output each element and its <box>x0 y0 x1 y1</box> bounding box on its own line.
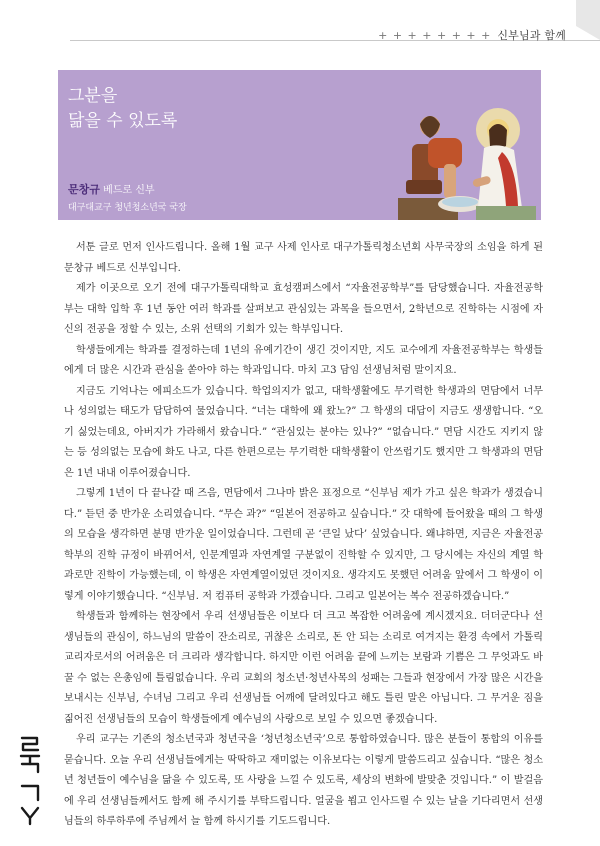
paragraph: 학생들에게는 학과를 결정하는데 1년의 유예기간이 생긴 것이지만, 지도 교수에게 자율전공학부는 학생들에게 더 많은 시간과 관심을 쏟아야 하는 학과입니다. 마치 고3 담임 선생님처럼 말이지요. <box>64 344 543 376</box>
section-header <box>378 27 566 43</box>
page-logo-icon <box>17 734 43 826</box>
page-corner-fold <box>576 0 600 40</box>
article-title <box>68 84 177 134</box>
author-name: 문창규 <box>68 183 100 196</box>
foot-washing-illustration <box>398 98 541 220</box>
paragraph: 학생들과 함께하는 현장에서 우리 선생님들은 이보다 더 크고 복잡한 어려움에 계시겠지요. 더더군다나 선생님들의 관심이, 하느님의 말씀이 잔소리로, 귀찮은 소리로, 돈 안 되는 소리로 여겨지는 환경 속에서 가톨릭 교리자로서의 어려움은 더 크리라 생각합니다. 하지만 이런 어려움 끝에 느끼는 보람과 기쁨은 그 무엇과도 바꿀 수 없는 은총임에 틀림없습니다. 우리 교회의 청소년·청년사목의 성패는 그들과 현장에서 가장 많은 시간을 보내시는 신부님, 수녀님 그리고 우리 선생님들 어깨에 달려있다고 해도 틀린 말은 아닙니다. 그 무거운 짐을 짊어진 선생님들의 모습이 학생들에게 예수님의 사랑으로 보일 수 있으면 좋겠습니다. <box>64 611 543 725</box>
paragraph: 우리 교구는 기존의 청소년국과 청년국을 ‘청년청소년국’으로 통합하였습니다. 많은 분들이 통합의 이유를 묻습니다. 오늘 우리 선생님들에게는 딱딱하고 재미없는 이유보다는 이렇게 말씀드리고 싶습니다. “많은 청소년 청년들이 예수님을 닮을 수 있도록, 또 사랑을 느낄 수 있도록, 세상의 변화에 발맞춘 것입니다.” 이 발걸음에 우리 선생님들께서도 함께 해 주시기를 부탁드립니다. 얼굴을 뵙고 인사드릴 수 있는 날을 기다리면서 선생님들의 하루하루에 주님께서 늘 함께 하시기를 기도드립니다. <box>64 734 543 827</box>
author-role: 베드로 신부 <box>103 185 155 196</box>
author-affiliation: 대구대교구 청년청소년국 국장 <box>68 203 187 213</box>
section-title: 신부님과 함께 <box>497 29 566 42</box>
paragraph: 제가 이곳으로 오기 전에 대구가톨릭대학교 효성캠퍼스에서 “자율전공학부”를 담당했습니다. 자율전공학부는 대학 입학 후 1년 동안 여러 학과를 살펴보고 관심있는 과목을 들으면서, 2학년으로 진학하는 시점에 자신의 전공을 정할 수 있는, 소위 선택의 기회가 있는 학부입니다. <box>64 283 543 335</box>
article-body <box>64 238 543 833</box>
paragraph: 지금도 기억나는 에피소드가 있습니다. 학업의지가 없고, 대학생활에도 무기력한 학생과의 면담에서 너무나 성의없는 태도가 답답하여 물었습니다. “너는 대학에 왜 왔노?” 그 학생의 대답이 지금도 생생합니다. “오기 싫었는데요, 아버지가 가라해서 왔습니다.” “관심있는 분야는 있나?” “없습니다.” 면담 시간도 지키지 않는 등 성의없는 모습에 화도 나고, 다른 한편으로는 무기력한 대학생활이 안쓰럽기도 했지만 그 학생과의 면담은 1년 내내 이루어졌습니다. <box>64 385 543 479</box>
paragraph: 그렇게 1년이 다 끝나갈 때 즈음, 면담에서 그나마 밝은 표정으로 “신부님 제가 가고 싶은 학과가 생겼습니다.” 듣던 중 반가운 소리였습니다. “무슨 과?” “일본어 전공하고 싶습니다.” 갓 대학에 들어왔을 때의 그 학생의 모습을 생각하면 분명 반가운 일이었습니다. 그런데 곧 ‘큰일 났다’ 싶었습니다. 왜냐하면, 지금은 자율전공학부의 진학 규정이 바뀌어서, 인문계열과 자연계열 구분없이 진학할 수 있지만, 그 당시에는 자신의 계열 학과로만 진학이 가능했는데, 이 학생은 자연계열이었던 것이지요. 생각지도 못했던 어려움 앞에서 그 학생이 이렇게 이야기했습니다. “신부님. 저 컴퓨터 공학과 가겠습니다. 그리고 일본어는 복수 전공하겠습니다.” <box>64 488 543 602</box>
paragraph: 서툰 글로 먼저 인사드립니다. 올해 1월 교구 사제 인사로 대구가톨릭청소년회 사무국장의 소임을 하게 된 문창규 베드로 신부입니다. <box>64 242 543 274</box>
article-title-line1: 그분을 <box>68 86 118 106</box>
article-title-line2: 닮을 수 있도록 <box>68 111 178 131</box>
author-line <box>68 181 155 197</box>
top-header <box>0 0 600 46</box>
header-plus-marks: + + + + + + + + <box>378 29 492 42</box>
title-banner <box>58 70 541 220</box>
